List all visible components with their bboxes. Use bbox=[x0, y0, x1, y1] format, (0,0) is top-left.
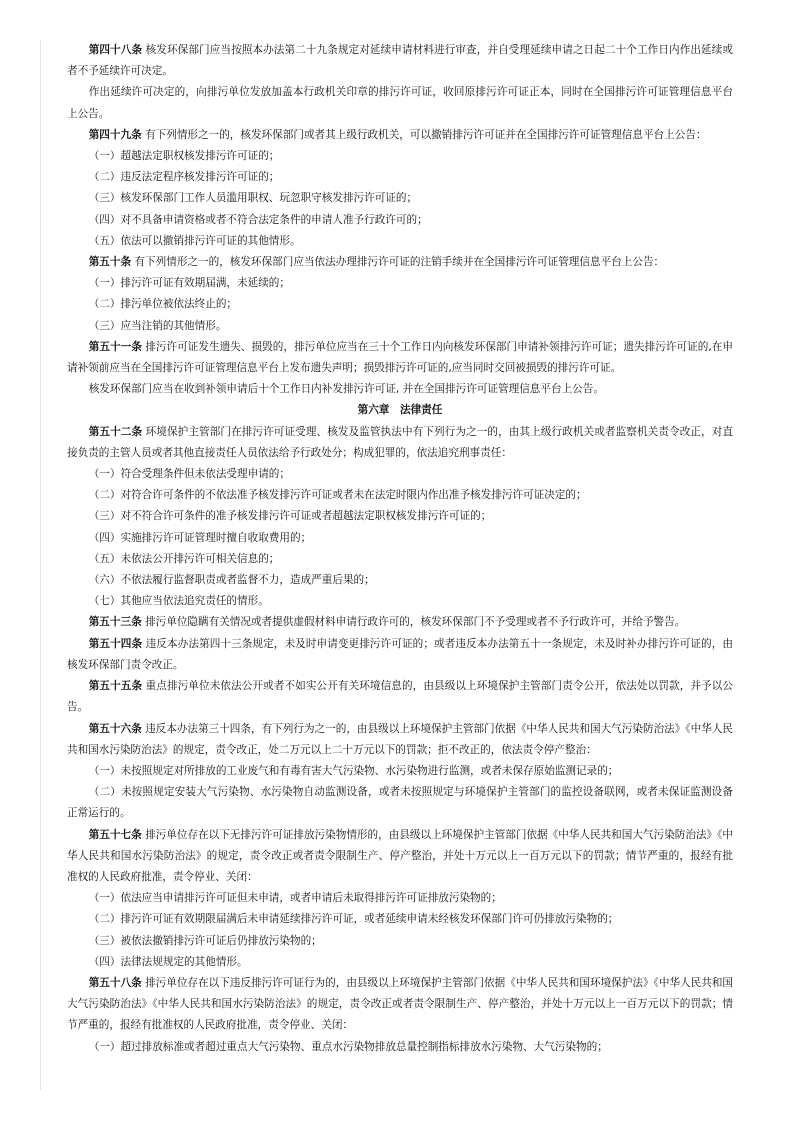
list-item: （七）其他应当依法追究责任的情形。 bbox=[88, 595, 269, 608]
article-text: 违反本办法第四十三条规定，未及时申请变更排污许可证的；或者违反本办法第五十一条规定，未及时补办排污许可证的，由核发环保部门责令改正。 bbox=[67, 637, 734, 671]
list-item: （五）未依法公开排污许可相关信息的； bbox=[88, 552, 280, 565]
document-page bbox=[40, 40, 753, 1090]
list-item: （二）对符合许可条件的不依法准予核发排污许可证或者未在法定时限内作出准予核发排污许可证决定的； bbox=[88, 489, 587, 502]
list-item: （二）排污许可证有效期限届满后未申请延续排污许可证，或者延续申请未经核发环保部门许可仍排放污染物的； bbox=[88, 913, 619, 926]
list-item: （六）不依法履行监督职责或者监督不力，造成严重后果的； bbox=[88, 574, 375, 587]
article-number: 第五十六条 bbox=[88, 722, 142, 735]
list-item: （三）核发环保部门工作人员滥用职权、玩忽职守核发排污许可证的； bbox=[88, 192, 418, 205]
article-55 bbox=[67, 676, 733, 718]
article-57 bbox=[67, 825, 733, 889]
list-item: （一）依法应当申请排污许可证但未申请，或者申请后未取得排污许可证排放污染物的； bbox=[88, 892, 502, 905]
article-text: 核发环保部门应当按照本办法第二十九条规定对延续申请材料进行审查，并自受理延续申请之日起二十个工作日内作出延续或者不予延续许可决定。 bbox=[67, 44, 734, 78]
article-text: 有下列情形之一的，核发环保部门应当依法办理排污许可证的注销手续并在全国排污许可证管理信息平台上公告： bbox=[134, 256, 665, 269]
chapter-heading: 第六章 法律责任 bbox=[357, 404, 443, 417]
article-56 bbox=[67, 719, 733, 761]
article-number: 第五十三条 bbox=[88, 616, 142, 629]
article-number: 第五十条 bbox=[88, 256, 132, 269]
list-item: （五）依法可以撤销排污许可证的其他情形。 bbox=[88, 234, 301, 247]
article-number: 第四十八条 bbox=[88, 44, 143, 56]
article-text: 重点排污单位未依法公开或者不如实公开有关环境信息的，由县级以上环境保护主管部门责令公开，依法处以罚款，并予以公告。 bbox=[67, 680, 734, 714]
article-number: 第五十一条 bbox=[88, 340, 142, 353]
article-58 bbox=[67, 973, 733, 1037]
list-item: （一）超过排放标准或者超过重点大气污染物、重点水污染物排放总量控制指标排放水污染物、大气污染物的； bbox=[88, 1040, 608, 1053]
article-number: 第五十八条 bbox=[88, 976, 142, 989]
list-item: （一）符合受理条件但未依法受理申请的； bbox=[88, 468, 290, 481]
article-51-para-2: 核发环保部门应当在收到补领申请后十个工作日内补发排污许可证, 并在全国排污许可证管理信息平台上公告。 bbox=[88, 383, 604, 396]
article-number: 第五十七条 bbox=[88, 828, 142, 841]
article-text: 有下列情形之一的，核发环保部门或者其上级行政机关，可以撤销排污许可证并在全国排污许可证管理信息平台上公告： bbox=[145, 128, 707, 141]
article-number: 第四十九条 bbox=[88, 128, 142, 141]
list-item: （四）对不具备申请资格或者不符合法定条件的申请人准予行政许可的； bbox=[88, 213, 428, 226]
list-item: （四）法律法规规定的其他情形。 bbox=[88, 955, 248, 968]
article-49 bbox=[67, 125, 733, 146]
article-text: 环境保护主管部门在排污许可证受理、核发及监管执法中有下列行为之一的，由其上级行政机关或者监察机关责令改正，对直接负责的主管人员或者其他直接责任人员依法给予行政处分；构成犯罪的，依法追究刑事责任： bbox=[67, 425, 734, 459]
article-text: 排污许可证发生遗失、损毁的，排污单位应当在三十个工作日内向核发环保部门申请补领排污许可证；遗失排污许可证的,在申请补领前应当在全国排污许可证管理信息平台上发布遗失声明；损毁排污许可证的,应当同时交回被损毁的排污许可证。 bbox=[67, 340, 733, 375]
article-text: 违反本办法第三十四条，有下列行为之一的，由县级以上环境保护主管部门依据《中华人民共和国大气污染防治法》《中华人民共和国水污染防治法》的规定，责令改正，处二万元以上二十万元以下的罚款；拒不改正的，依法责令停产整治： bbox=[67, 722, 734, 756]
list-item: （四）实施排污许可证管理时擅自收取费用的； bbox=[88, 531, 312, 544]
list-item: （二）排污单位被依法终止的； bbox=[88, 298, 238, 311]
list-item: （三）应当注销的其他情形。 bbox=[88, 319, 227, 332]
article-text: 排污单位存在以下违反排污许可证行为的，由县级以上环境保护主管部门依据《中华人民共和国环境保护法》《中华人民共和国大气污染防治法》《中华人民共和国水污染防治法》的规定，责令改正或者责令限制生产、停产整治，并处十万元以上一百万元以下的罚款；情节严重的，报经有批准权的人民政府批准，责令停业、关闭： bbox=[67, 976, 734, 1032]
article-number: 第五十二条 bbox=[88, 425, 143, 438]
article-text: 排污单位隐瞒有关情况或者提供虚假材料申请行政许可的，核发环保部门不予受理或者不予行政许可，并给予警告。 bbox=[145, 616, 686, 629]
list-item: （三）被依法撤销排污许可证后仍排放污染物的； bbox=[88, 934, 322, 947]
article-52 bbox=[67, 422, 733, 464]
list-item: （二）违反法定程序核发排污许可证的； bbox=[88, 171, 280, 184]
article-54 bbox=[67, 634, 733, 676]
article-48 bbox=[67, 40, 733, 82]
list-item: （一）超越法定职权核发排污许可证的； bbox=[88, 150, 280, 163]
article-50 bbox=[67, 252, 733, 273]
article-53 bbox=[67, 612, 733, 633]
article-number: 第五十五条 bbox=[88, 680, 143, 693]
document-body bbox=[67, 40, 733, 1058]
list-item: （一）排污许可证有效期届满，未延续的； bbox=[88, 277, 290, 290]
list-item: （一）未按照规定对所排放的工业废气和有毒有害大气污染物、水污染物进行监测，或者未保存原始监测记录的； bbox=[88, 764, 619, 777]
article-number: 第五十四条 bbox=[88, 637, 143, 650]
article-48-para-2: 作出延续许可决定的，向排污单位发放加盖本行政机关印章的排污许可证，收回原排污许可证正本，同时在全国排污许可证管理信息平台上公告。 bbox=[67, 86, 733, 120]
article-51 bbox=[67, 337, 733, 379]
list-item: （二）未按照规定安装大气污染物、水污染物自动监测设备，或者未按照规定与环境保护主管部门的监控设备联网，或者未保证监测设备正常运行的。 bbox=[67, 786, 733, 820]
article-text: 排污单位存在以下无排污许可证排放污染物情形的，由县级以上环境保护主管部门依据《中华人民共和国大气污染防治法》《中华人民共和国水污染防治法》的规定，责令改正或者责令限制生产、停产整治，并处十万元以上一百万元以下的罚款；情节严重的，报经有批准权的人民政府批准，责令停业、关闭： bbox=[67, 828, 734, 883]
list-item: （三）对不符合许可条件的准予核发排污许可证或者超越法定职权核发排污许可证的； bbox=[88, 510, 492, 523]
